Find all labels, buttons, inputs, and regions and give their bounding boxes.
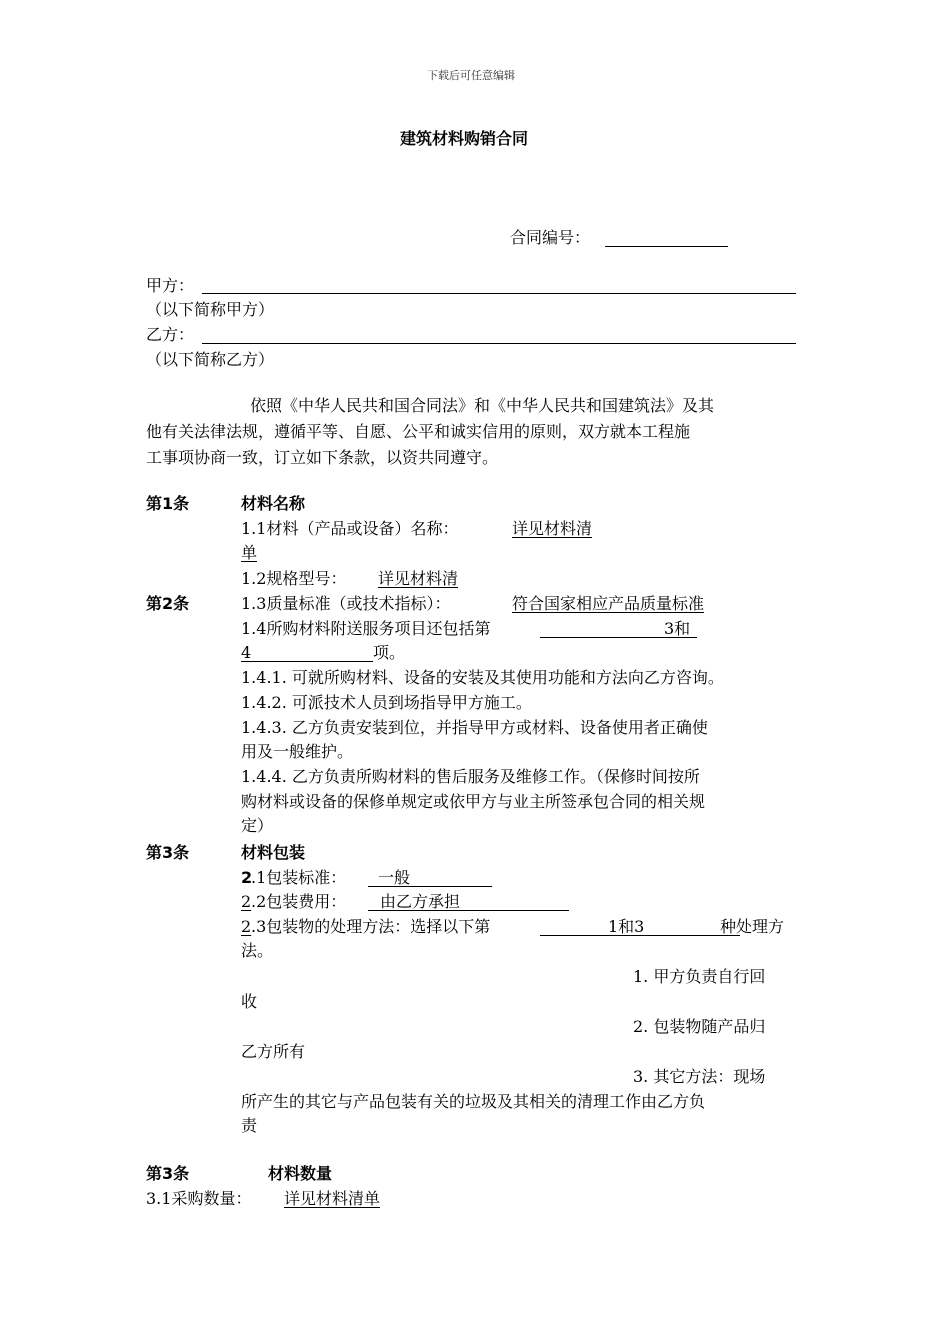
article-1-number: 第1条: [146, 494, 190, 513]
contract-no-label: 合同编号：: [510, 228, 591, 247]
item-1-4-blank-2[interactable]: [241, 661, 373, 662]
item-1-1-label: 1.1材料（产品或设备）名称：: [241, 519, 459, 538]
item-2-2-value: 由乙方承担: [380, 892, 461, 911]
item-1-4-tail: 项。: [373, 643, 406, 662]
option-1-line-1: 1. 甲方负责自行回: [633, 967, 766, 986]
option-2-line-1: 2. 包装物随产品归: [633, 1017, 766, 1036]
item-2-2-label: .2包装费用：: [251, 892, 347, 911]
item-3-1-value: 详见材料清单: [284, 1189, 381, 1208]
article-3b-heading: 材料数量: [268, 1164, 333, 1183]
party-a-note: （以下简称甲方）: [146, 300, 275, 319]
item-2-3-label: .3包装物的处理方法：选择以下第: [251, 917, 491, 936]
intro-line-1: 依照《中华人民共和国合同法》和《中华人民共和国建筑法》及其: [250, 396, 715, 415]
item-1-2-label: 1.2规格型号：: [241, 569, 347, 588]
item-2-1-value: 一般: [378, 868, 411, 887]
option-2-line-2: 乙方所有: [241, 1042, 306, 1061]
party-a-blank[interactable]: [202, 293, 796, 294]
item-3-1-label: 3.1采购数量：: [146, 1189, 252, 1208]
item-1-2-value: 详见材料清: [378, 569, 459, 588]
item-1-1-value: 详见材料清: [512, 519, 593, 538]
item-2-3-number: 2: [241, 917, 252, 936]
option-3-line-2: 所产生的其它与产品包装有关的垃圾及其相关的清理工作由乙方负: [241, 1092, 706, 1111]
article-1-heading: 材料名称: [241, 494, 306, 513]
item-1-4-1: 1.4.1. 可就所购材料、设备的安装及其使用功能和方法向乙方咨询。: [241, 668, 724, 687]
option-1-line-2: 收: [241, 992, 258, 1011]
article-3b-number: 第3条: [146, 1164, 190, 1183]
party-a-label: 甲方：: [146, 276, 195, 295]
item-1-3-value: 符合国家相应产品质量标准: [512, 594, 705, 613]
intro-line-2: 他有关法律法规，遵循平等、自愿、公平和诚实信用的原则，双方就本工程施: [146, 422, 691, 441]
item-1-4-3-line-2: 用及一般维护。: [241, 742, 354, 761]
item-1-4-value-2: 4: [241, 643, 252, 662]
party-b-blank[interactable]: [202, 343, 796, 344]
contract-no-blank[interactable]: [605, 246, 728, 247]
option-3-line-3: 责: [241, 1116, 258, 1135]
item-1-4-label: 1.4所购材料附送服务项目还包括第: [241, 619, 491, 638]
party-b-label: 乙方：: [146, 325, 195, 344]
document-title: 建筑材料购销合同: [400, 129, 529, 148]
party-b-note: （以下简称乙方）: [146, 350, 275, 369]
item-1-4-value: 3和: [664, 619, 691, 638]
item-2-3-cont: 法。: [241, 941, 274, 960]
item-1-4-4-line-3: 定）: [241, 816, 274, 835]
item-1-4-4-line-2: 购材料或设备的保修单规定或依甲方与业主所签承包合同的相关规: [241, 792, 706, 811]
item-1-4-2: 1.4.2. 可派技术人员到场指导甲方施工。: [241, 693, 532, 712]
article-2-number: 第2条: [146, 594, 190, 613]
item-1-1-cont: 单: [241, 543, 258, 562]
page-header-note: 下载后可任意编辑: [427, 69, 515, 82]
intro-line-3: 工事项协商一致，订立如下条款，以资共同遵守。: [146, 448, 499, 467]
item-1-4-3-line-1: 1.4.3. 乙方负责安装到位，并指导甲方或材料、设备使用者正确使: [241, 718, 708, 737]
item-1-4-4-line-1: 1.4.4. 乙方负责所购材料的售后服务及维修工作。（保修时间按所: [241, 767, 700, 786]
item-1-3-label: 1.3质量标准（或技术指标）：: [241, 594, 451, 613]
item-2-1-number: 2: [241, 868, 253, 887]
option-3-line-1: 3. 其它方法：现场: [633, 1067, 766, 1086]
article-3-heading: 材料包装: [241, 843, 306, 862]
item-2-3-tail: 种处理方: [720, 917, 785, 936]
article-3-number: 第3条: [146, 843, 190, 862]
item-2-1-label: .1包装标准：: [251, 868, 347, 887]
item-2-3-value: 1和3: [608, 917, 645, 936]
item-2-2-number: 2: [241, 892, 252, 911]
